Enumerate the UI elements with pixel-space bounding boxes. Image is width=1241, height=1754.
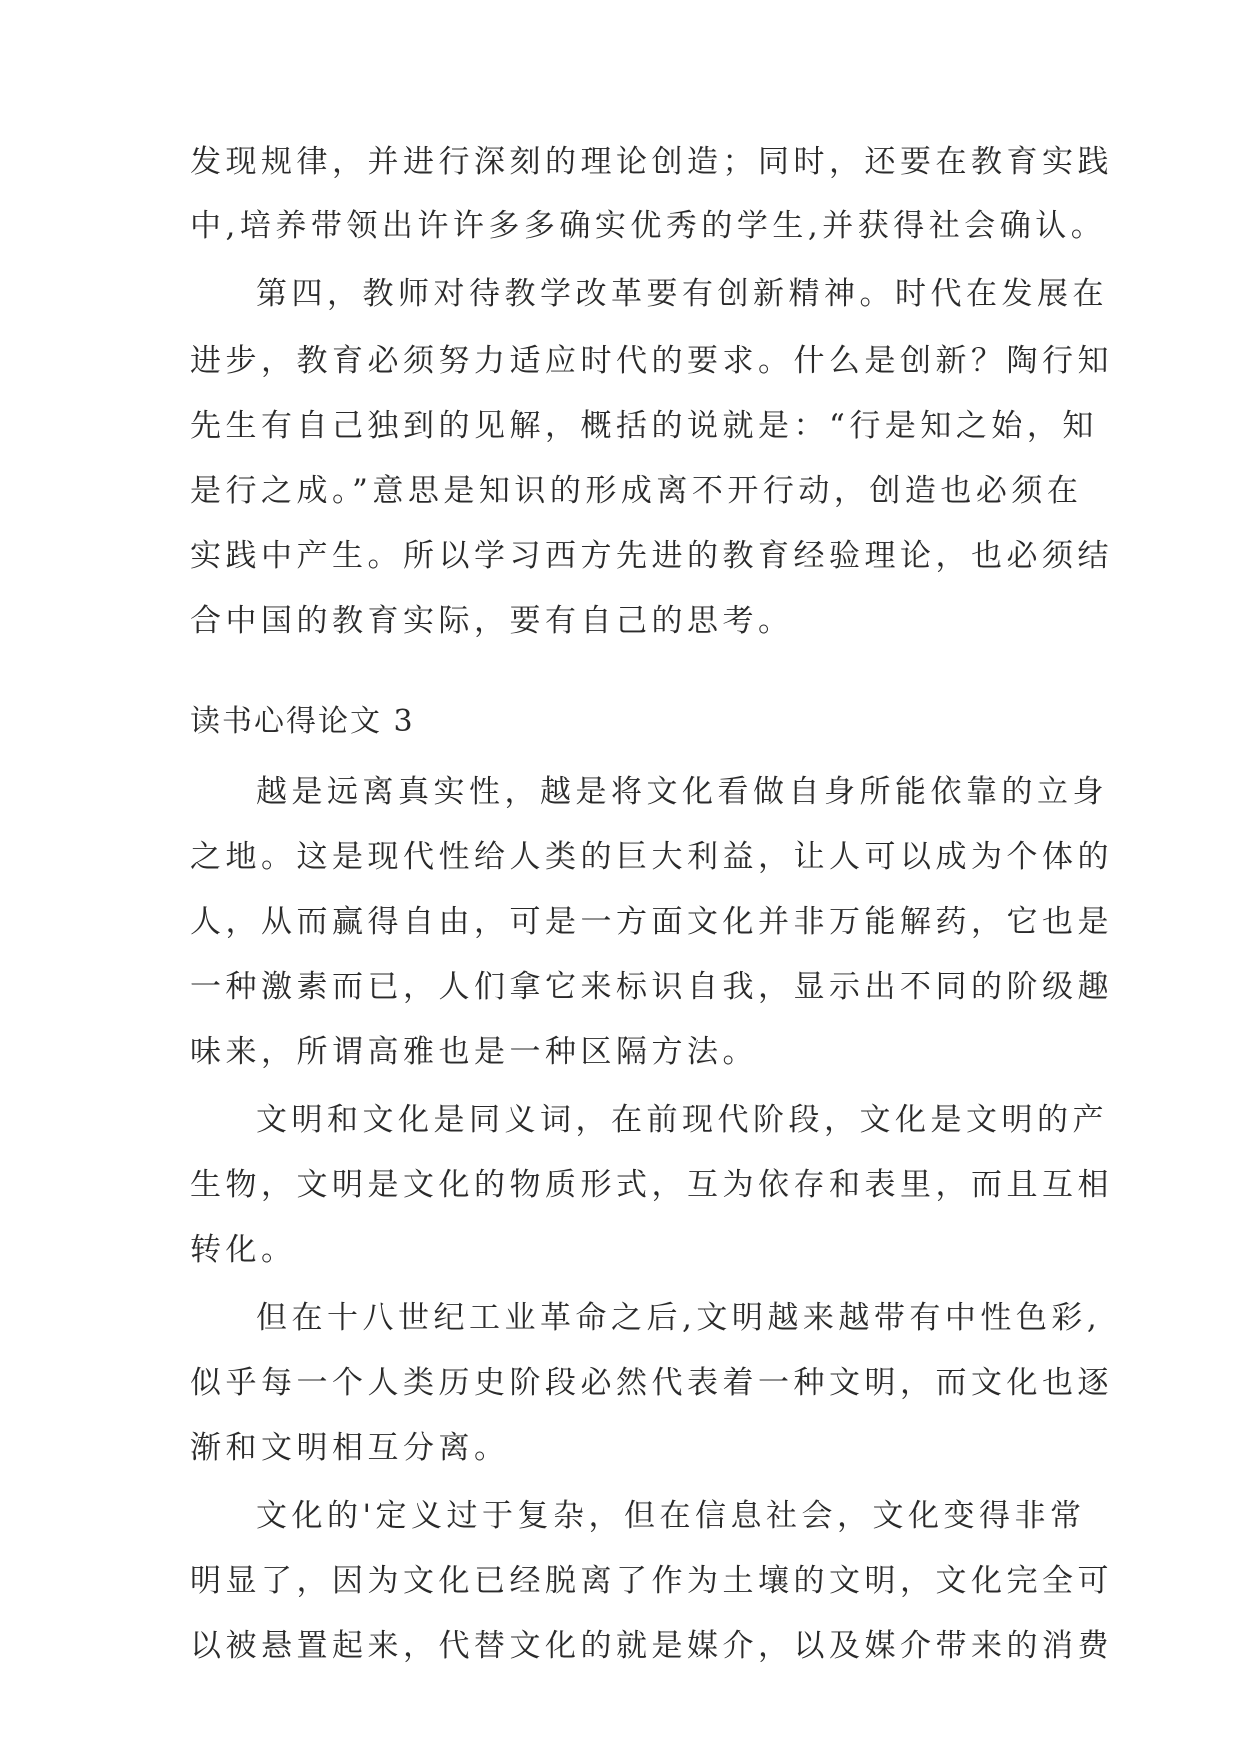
paragraph-line: 生物，文明是文化的物质形式，互为依存和表里，而且互相	[190, 1167, 1113, 1203]
paragraph-line: 文明和文化是同义词，在前现代阶段，文化是文明的产	[256, 1102, 1108, 1138]
paragraph-line: 第四，教师对待教学改革要有创新精神。时代在发展在	[256, 276, 1108, 312]
paragraph-line: 发现规律，并进行深刻的理论创造；同时，还要在教育实践	[190, 144, 1113, 180]
paragraph-line: 是行之成。”意思是知识的形成离不开行动，创造也必须在	[190, 473, 1083, 509]
paragraph-line: 中,培养带领出许许多多确实优秀的学生,并获得社会确认。	[190, 208, 1107, 244]
paragraph-line: 先生有自己独到的见解，概括的说就是：“行是知之始，知	[190, 408, 1098, 444]
section-title: 读书心得论文 3	[190, 704, 415, 739]
paragraph-line: 渐和文明相互分离。	[190, 1430, 510, 1466]
paragraph-line: 实践中产生。所以学习西方先进的教育经验理论，也必须结	[190, 538, 1113, 574]
paragraph-line: 明显了，因为文化已经脱离了作为土壤的文明，文化完全可	[190, 1563, 1113, 1599]
paragraph-line: 文化的'定义过于复杂，但在信息社会，文化变得非常	[256, 1498, 1086, 1534]
paragraph-line: 合中国的教育实际，要有自己的思考。	[190, 603, 794, 639]
paragraph-line: 转化。	[190, 1232, 297, 1268]
paragraph-line: 之地。这是现代性给人类的巨大利益，让人可以成为个体的	[190, 839, 1113, 875]
paragraph-line: 人，从而赢得自由，可是一方面文化并非万能解药，它也是	[190, 904, 1113, 940]
paragraph-line: 味来，所谓高雅也是一种区隔方法。	[190, 1034, 758, 1070]
paragraph-line: 越是远离真实性，越是将文化看做自身所能依靠的立身	[256, 774, 1108, 810]
paragraph-line: 以被悬置起来，代替文化的就是媒介，以及媒介带来的消费	[190, 1628, 1113, 1664]
paragraph-line: 进步，教育必须努力适应时代的要求。什么是创新？陶行知	[190, 343, 1113, 379]
paragraph-line: 一种激素而已，人们拿它来标识自我，显示出不同的阶级趣	[190, 969, 1113, 1005]
paragraph-line: 但在十八世纪工业革命之后,文明越来越带有中性色彩,	[256, 1300, 1102, 1336]
paragraph-line: 似乎每一个人类历史阶段必然代表着一种文明，而文化也逐	[190, 1365, 1113, 1401]
